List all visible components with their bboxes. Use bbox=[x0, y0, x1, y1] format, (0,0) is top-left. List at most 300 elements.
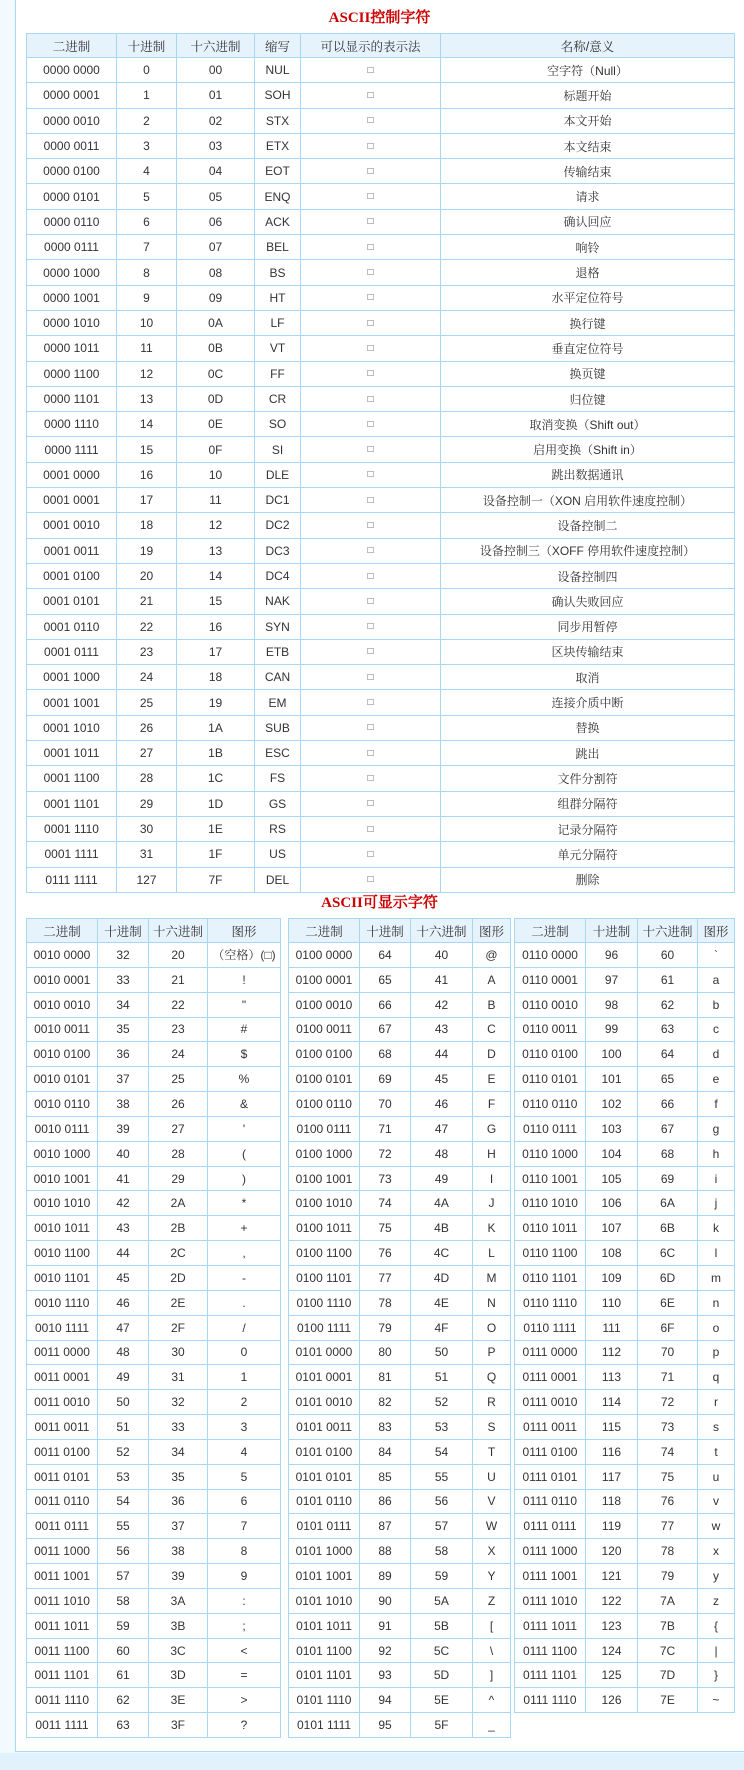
cell-hex: 33 bbox=[149, 1415, 208, 1440]
cell-hex: 13 bbox=[177, 538, 255, 563]
col-header-binary: 二进制 bbox=[515, 919, 586, 943]
table-row bbox=[27, 1514, 281, 1539]
cell-hex: 15 bbox=[177, 589, 255, 614]
cell-binary: 0110 0111 bbox=[515, 1116, 586, 1141]
cell-decimal: 69 bbox=[360, 1067, 411, 1092]
cell-display: □ bbox=[301, 690, 441, 715]
cell-binary: 0101 1000 bbox=[289, 1539, 360, 1564]
cell-hex: 59 bbox=[411, 1564, 473, 1589]
cell-binary: 0011 0110 bbox=[27, 1489, 98, 1514]
cell-binary: 0000 0101 bbox=[27, 184, 117, 209]
col-header-hex: 十六进制 bbox=[177, 34, 255, 58]
cell-glyph: 0 bbox=[208, 1340, 281, 1365]
table-row bbox=[515, 1365, 735, 1390]
table-row bbox=[27, 1464, 281, 1489]
table-row bbox=[515, 1191, 735, 1216]
cell-binary: 0000 0100 bbox=[27, 159, 117, 184]
cell-binary: 0101 0011 bbox=[289, 1415, 360, 1440]
cell-binary: 0101 0001 bbox=[289, 1365, 360, 1390]
cell-decimal: 109 bbox=[586, 1265, 638, 1290]
cell-glyph: v bbox=[698, 1489, 735, 1514]
cell-meaning: 设备控制一（XON 启用软件速度控制） bbox=[441, 488, 735, 513]
cell-glyph: T bbox=[473, 1439, 511, 1464]
table-row bbox=[27, 1390, 281, 1415]
cell-binary: 0011 1011 bbox=[27, 1613, 98, 1638]
cell-glyph: [ bbox=[473, 1613, 511, 1638]
cell-hex: 52 bbox=[411, 1390, 473, 1415]
cell-binary: 0010 0000 bbox=[27, 943, 98, 968]
cell-meaning: 标题开始 bbox=[441, 83, 735, 108]
cell-decimal: 62 bbox=[98, 1688, 149, 1713]
cell-binary: 0010 0010 bbox=[27, 992, 98, 1017]
cell-binary: 0101 0010 bbox=[289, 1390, 360, 1415]
table-row bbox=[515, 1613, 735, 1638]
cell-decimal: 115 bbox=[586, 1415, 638, 1440]
table-row bbox=[27, 867, 735, 892]
cell-decimal: 23 bbox=[117, 639, 177, 664]
cell-decimal: 63 bbox=[98, 1713, 149, 1738]
cell-binary: 0000 1000 bbox=[27, 260, 117, 285]
cell-hex: 0B bbox=[177, 336, 255, 361]
table-row bbox=[515, 967, 735, 992]
table-row bbox=[289, 943, 511, 968]
cell-glyph: s bbox=[698, 1415, 735, 1440]
cell-hex: 60 bbox=[638, 943, 698, 968]
cell-display: □ bbox=[301, 310, 441, 335]
cell-glyph: 9 bbox=[208, 1564, 281, 1589]
cell-hex: 11 bbox=[177, 488, 255, 513]
cell-hex: 49 bbox=[411, 1166, 473, 1191]
cell-glyph: 8 bbox=[208, 1539, 281, 1564]
cell-glyph: b bbox=[698, 992, 735, 1017]
cell-binary: 0000 1100 bbox=[27, 361, 117, 386]
cell-abbr: DC4 bbox=[255, 563, 301, 588]
cell-decimal: 86 bbox=[360, 1489, 411, 1514]
cell-hex: 03 bbox=[177, 133, 255, 158]
table-row bbox=[289, 1663, 511, 1688]
cell-hex: 3E bbox=[149, 1688, 208, 1713]
cell-glyph: ` bbox=[698, 943, 735, 968]
cell-binary: 0011 1010 bbox=[27, 1588, 98, 1613]
cell-decimal: 19 bbox=[117, 538, 177, 563]
cell-abbr: SOH bbox=[255, 83, 301, 108]
cell-hex: 4D bbox=[411, 1265, 473, 1290]
cell-meaning: 传输结束 bbox=[441, 159, 735, 184]
cell-binary: 0111 1111 bbox=[27, 867, 117, 892]
cell-glyph: i bbox=[698, 1166, 735, 1191]
cell-glyph: l bbox=[698, 1241, 735, 1266]
cell-hex: 64 bbox=[638, 1042, 698, 1067]
cell-decimal: 122 bbox=[586, 1588, 638, 1613]
table-row bbox=[289, 1439, 511, 1464]
cell-glyph: G bbox=[473, 1116, 511, 1141]
cell-binary: 0110 0100 bbox=[515, 1042, 586, 1067]
cell-glyph: n bbox=[698, 1290, 735, 1315]
cell-glyph: m bbox=[698, 1265, 735, 1290]
printable-chars-title: ASCII可显示字符 bbox=[321, 895, 438, 911]
cell-decimal: 88 bbox=[360, 1539, 411, 1564]
cell-meaning: 换行键 bbox=[441, 310, 735, 335]
cell-glyph: " bbox=[208, 992, 281, 1017]
cell-decimal: 43 bbox=[98, 1216, 149, 1241]
table-row bbox=[27, 589, 735, 614]
cell-binary: 0010 1100 bbox=[27, 1241, 98, 1266]
cell-decimal: 107 bbox=[586, 1216, 638, 1241]
cell-decimal: 9 bbox=[117, 285, 177, 310]
cell-hex: 2E bbox=[149, 1290, 208, 1315]
cell-decimal: 116 bbox=[586, 1439, 638, 1464]
cell-binary: 0001 0110 bbox=[27, 614, 117, 639]
cell-binary: 0111 1101 bbox=[515, 1663, 586, 1688]
table-row bbox=[289, 1365, 511, 1390]
table-row bbox=[289, 1489, 511, 1514]
cell-binary: 0000 0011 bbox=[27, 133, 117, 158]
cell-abbr: CR bbox=[255, 386, 301, 411]
cell-binary: 0001 1110 bbox=[27, 816, 117, 841]
table-row bbox=[27, 310, 735, 335]
cell-hex: 21 bbox=[149, 967, 208, 992]
cell-hex: 3A bbox=[149, 1588, 208, 1613]
table-row bbox=[289, 1539, 511, 1564]
cell-hex: 74 bbox=[638, 1439, 698, 1464]
cell-decimal: 92 bbox=[360, 1638, 411, 1663]
cell-hex: 32 bbox=[149, 1390, 208, 1415]
cell-binary: 0100 0110 bbox=[289, 1092, 360, 1117]
table-row bbox=[289, 1713, 511, 1738]
cell-binary: 0000 1111 bbox=[27, 437, 117, 462]
cell-decimal: 49 bbox=[98, 1365, 149, 1390]
table-row bbox=[289, 1216, 511, 1241]
cell-decimal: 60 bbox=[98, 1638, 149, 1663]
col-header-glyph: 图形 bbox=[473, 919, 511, 943]
cell-hex: 6E bbox=[638, 1290, 698, 1315]
cell-abbr: DEL bbox=[255, 867, 301, 892]
cell-glyph: F bbox=[473, 1092, 511, 1117]
cell-glyph: ) bbox=[208, 1166, 281, 1191]
cell-hex: 62 bbox=[638, 992, 698, 1017]
cell-hex: 27 bbox=[149, 1116, 208, 1141]
table-row bbox=[515, 1514, 735, 1539]
table-row bbox=[289, 1241, 511, 1266]
table-row bbox=[289, 1191, 511, 1216]
cell-binary: 0010 0100 bbox=[27, 1042, 98, 1067]
cell-glyph: h bbox=[698, 1141, 735, 1166]
cell-decimal: 68 bbox=[360, 1042, 411, 1067]
cell-glyph: y bbox=[698, 1564, 735, 1589]
cell-hex: 1D bbox=[177, 791, 255, 816]
table-row bbox=[515, 1688, 735, 1713]
cell-glyph: . bbox=[208, 1290, 281, 1315]
cell-decimal: 41 bbox=[98, 1166, 149, 1191]
cell-binary: 0100 1100 bbox=[289, 1241, 360, 1266]
cell-glyph: ~ bbox=[698, 1688, 735, 1713]
cell-hex: 5C bbox=[411, 1638, 473, 1663]
cell-decimal: 80 bbox=[360, 1340, 411, 1365]
cell-hex: 35 bbox=[149, 1464, 208, 1489]
table-row bbox=[27, 83, 735, 108]
cell-decimal: 113 bbox=[586, 1365, 638, 1390]
cell-decimal: 51 bbox=[98, 1415, 149, 1440]
control-chars-table bbox=[26, 33, 735, 893]
cell-abbr: CAN bbox=[255, 665, 301, 690]
cell-display: □ bbox=[301, 361, 441, 386]
table-row bbox=[27, 1713, 281, 1738]
cell-glyph: q bbox=[698, 1365, 735, 1390]
cell-binary: 0010 1001 bbox=[27, 1166, 98, 1191]
cell-glyph: 1 bbox=[208, 1365, 281, 1390]
cell-hex: 4A bbox=[411, 1191, 473, 1216]
cell-hex: 56 bbox=[411, 1489, 473, 1514]
table-row bbox=[27, 412, 735, 437]
cell-abbr: BEL bbox=[255, 235, 301, 260]
cell-glyph: # bbox=[208, 1017, 281, 1042]
cell-glyph: 6 bbox=[208, 1489, 281, 1514]
cell-binary: 0101 0100 bbox=[289, 1439, 360, 1464]
cell-display: □ bbox=[301, 108, 441, 133]
table-row bbox=[27, 741, 735, 766]
cell-decimal: 120 bbox=[586, 1539, 638, 1564]
cell-glyph: < bbox=[208, 1638, 281, 1663]
table-row bbox=[27, 1638, 281, 1663]
cell-binary: 0101 1100 bbox=[289, 1638, 360, 1663]
cell-binary: 0010 0111 bbox=[27, 1116, 98, 1141]
cell-abbr: HT bbox=[255, 285, 301, 310]
table-row bbox=[289, 1315, 511, 1340]
table-row bbox=[289, 1042, 511, 1067]
cell-glyph: L bbox=[473, 1241, 511, 1266]
table-row bbox=[27, 1315, 281, 1340]
cell-binary: 0110 1000 bbox=[515, 1141, 586, 1166]
cell-hex: 20 bbox=[149, 943, 208, 968]
cell-glyph: V bbox=[473, 1489, 511, 1514]
table-row bbox=[27, 336, 735, 361]
cell-binary: 0111 0000 bbox=[515, 1340, 586, 1365]
cell-display: □ bbox=[301, 462, 441, 487]
cell-display: □ bbox=[301, 386, 441, 411]
cell-decimal: 37 bbox=[98, 1067, 149, 1092]
cell-hex: 2F bbox=[149, 1315, 208, 1340]
cell-meaning: 同步用暂停 bbox=[441, 614, 735, 639]
cell-display: □ bbox=[301, 741, 441, 766]
cell-glyph: （空格）(□) bbox=[208, 943, 281, 968]
cell-meaning: 记录分隔符 bbox=[441, 816, 735, 841]
table-row bbox=[289, 1415, 511, 1440]
cell-decimal: 96 bbox=[586, 943, 638, 968]
cell-display: □ bbox=[301, 589, 441, 614]
cell-display: □ bbox=[301, 412, 441, 437]
cell-binary: 0111 0101 bbox=[515, 1464, 586, 1489]
cell-display: □ bbox=[301, 614, 441, 639]
cell-binary: 0101 1001 bbox=[289, 1564, 360, 1589]
cell-binary: 0011 0100 bbox=[27, 1439, 98, 1464]
cell-decimal: 123 bbox=[586, 1613, 638, 1638]
cell-abbr: SUB bbox=[255, 715, 301, 740]
cell-binary: 0111 1010 bbox=[515, 1588, 586, 1613]
cell-glyph: D bbox=[473, 1042, 511, 1067]
cell-hex: 72 bbox=[638, 1390, 698, 1415]
col-header-display: 可以显示的表示法 bbox=[301, 34, 441, 58]
cell-binary: 0011 0011 bbox=[27, 1415, 98, 1440]
cell-meaning: 水平定位符号 bbox=[441, 285, 735, 310]
cell-display: □ bbox=[301, 538, 441, 563]
cell-glyph: g bbox=[698, 1116, 735, 1141]
table-row bbox=[27, 1241, 281, 1266]
cell-binary: 0100 0011 bbox=[289, 1017, 360, 1042]
cell-hex: 14 bbox=[177, 563, 255, 588]
cell-hex: 08 bbox=[177, 260, 255, 285]
cell-glyph: A bbox=[473, 967, 511, 992]
cell-decimal: 36 bbox=[98, 1042, 149, 1067]
col-header-decimal: 十进制 bbox=[586, 919, 638, 943]
cell-decimal: 110 bbox=[586, 1290, 638, 1315]
table-row bbox=[289, 1141, 511, 1166]
cell-binary: 0010 1111 bbox=[27, 1315, 98, 1340]
cell-abbr: EOT bbox=[255, 159, 301, 184]
cell-binary: 0011 1000 bbox=[27, 1539, 98, 1564]
table-row bbox=[27, 58, 735, 83]
cell-hex: 2C bbox=[149, 1241, 208, 1266]
table-row bbox=[289, 1166, 511, 1191]
cell-decimal: 125 bbox=[586, 1663, 638, 1688]
cell-binary: 0001 0000 bbox=[27, 462, 117, 487]
cell-hex: 45 bbox=[411, 1067, 473, 1092]
table-row bbox=[27, 1216, 281, 1241]
cell-binary: 0101 0000 bbox=[289, 1340, 360, 1365]
cell-glyph: z bbox=[698, 1588, 735, 1613]
cell-binary: 0001 0100 bbox=[27, 563, 117, 588]
cell-binary: 0100 0000 bbox=[289, 943, 360, 968]
col-header-binary: 二进制 bbox=[27, 919, 98, 943]
cell-glyph: & bbox=[208, 1092, 281, 1117]
cell-decimal: 126 bbox=[586, 1688, 638, 1713]
cell-display: □ bbox=[301, 867, 441, 892]
cell-glyph: 4 bbox=[208, 1439, 281, 1464]
cell-glyph: a bbox=[698, 967, 735, 992]
cell-hex: 71 bbox=[638, 1365, 698, 1390]
cell-hex: 0D bbox=[177, 386, 255, 411]
cell-hex: 29 bbox=[149, 1166, 208, 1191]
table-row bbox=[27, 386, 735, 411]
cell-decimal: 61 bbox=[98, 1663, 149, 1688]
cell-decimal: 75 bbox=[360, 1216, 411, 1241]
cell-decimal: 84 bbox=[360, 1439, 411, 1464]
cell-hex: 40 bbox=[411, 943, 473, 968]
cell-hex: 63 bbox=[638, 1017, 698, 1042]
cell-abbr: STX bbox=[255, 108, 301, 133]
cell-hex: 76 bbox=[638, 1489, 698, 1514]
table-row bbox=[27, 1067, 281, 1092]
table-row bbox=[515, 1265, 735, 1290]
cell-abbr: DC2 bbox=[255, 513, 301, 538]
cell-meaning: 垂直定位符号 bbox=[441, 336, 735, 361]
cell-decimal: 106 bbox=[586, 1191, 638, 1216]
cell-decimal: 98 bbox=[586, 992, 638, 1017]
cell-hex: 2A bbox=[149, 1191, 208, 1216]
cell-decimal: 67 bbox=[360, 1017, 411, 1042]
cell-decimal: 99 bbox=[586, 1017, 638, 1042]
cell-hex: 7B bbox=[638, 1613, 698, 1638]
cell-abbr: GS bbox=[255, 791, 301, 816]
cell-abbr: FS bbox=[255, 766, 301, 791]
cell-hex: 38 bbox=[149, 1539, 208, 1564]
cell-binary: 0001 1100 bbox=[27, 766, 117, 791]
table-row bbox=[515, 1489, 735, 1514]
table-row bbox=[27, 842, 735, 867]
table-row bbox=[27, 1688, 281, 1713]
cell-decimal: 70 bbox=[360, 1092, 411, 1117]
cell-glyph: c bbox=[698, 1017, 735, 1042]
cell-glyph: 2 bbox=[208, 1390, 281, 1415]
cell-hex: 70 bbox=[638, 1340, 698, 1365]
cell-binary: 0110 0000 bbox=[515, 943, 586, 968]
cell-hex: 7E bbox=[638, 1688, 698, 1713]
cell-decimal: 97 bbox=[586, 967, 638, 992]
table-row bbox=[515, 1241, 735, 1266]
cell-display: □ bbox=[301, 437, 441, 462]
cell-binary: 0100 0001 bbox=[289, 967, 360, 992]
printable-chars-table-1 bbox=[26, 918, 281, 1738]
cell-decimal: 40 bbox=[98, 1141, 149, 1166]
cell-hex: 1F bbox=[177, 842, 255, 867]
cell-hex: 69 bbox=[638, 1166, 698, 1191]
cell-decimal: 35 bbox=[98, 1017, 149, 1042]
col-header-hex: 十六进制 bbox=[411, 919, 473, 943]
cell-hex: 68 bbox=[638, 1141, 698, 1166]
cell-decimal: 15 bbox=[117, 437, 177, 462]
table-row bbox=[289, 1340, 511, 1365]
cell-binary: 0100 1111 bbox=[289, 1315, 360, 1340]
cell-meaning: 组群分隔符 bbox=[441, 791, 735, 816]
table-header-row bbox=[515, 919, 735, 943]
cell-glyph: ? bbox=[208, 1713, 281, 1738]
cell-hex: 05 bbox=[177, 184, 255, 209]
table-row bbox=[27, 943, 281, 968]
cell-binary: 0011 0101 bbox=[27, 1464, 98, 1489]
cell-glyph: Q bbox=[473, 1365, 511, 1390]
cell-decimal: 34 bbox=[98, 992, 149, 1017]
table-row bbox=[27, 1166, 281, 1191]
cell-hex: 24 bbox=[149, 1042, 208, 1067]
cell-abbr: RS bbox=[255, 816, 301, 841]
table-row bbox=[289, 992, 511, 1017]
cell-decimal: 65 bbox=[360, 967, 411, 992]
cell-glyph: f bbox=[698, 1092, 735, 1117]
table-row bbox=[515, 1216, 735, 1241]
cell-hex: 53 bbox=[411, 1415, 473, 1440]
cell-abbr: ACK bbox=[255, 209, 301, 234]
cell-hex: 61 bbox=[638, 967, 698, 992]
table-row bbox=[27, 1415, 281, 1440]
cell-binary: 0100 1101 bbox=[289, 1265, 360, 1290]
cell-binary: 0101 0101 bbox=[289, 1464, 360, 1489]
cell-decimal: 59 bbox=[98, 1613, 149, 1638]
cell-hex: 41 bbox=[411, 967, 473, 992]
cell-binary: 0110 1101 bbox=[515, 1265, 586, 1290]
cell-meaning: 本文结束 bbox=[441, 133, 735, 158]
table-row bbox=[515, 1116, 735, 1141]
cell-binary: 0101 1110 bbox=[289, 1688, 360, 1713]
cell-glyph: { bbox=[698, 1613, 735, 1638]
cell-hex: 06 bbox=[177, 209, 255, 234]
cell-abbr: US bbox=[255, 842, 301, 867]
col-header-decimal: 十进制 bbox=[360, 919, 411, 943]
cell-binary: 0100 1000 bbox=[289, 1141, 360, 1166]
table-row bbox=[289, 1464, 511, 1489]
cell-hex: 22 bbox=[149, 992, 208, 1017]
table-row bbox=[515, 1390, 735, 1415]
cell-hex: 3D bbox=[149, 1663, 208, 1688]
cell-decimal: 94 bbox=[360, 1688, 411, 1713]
